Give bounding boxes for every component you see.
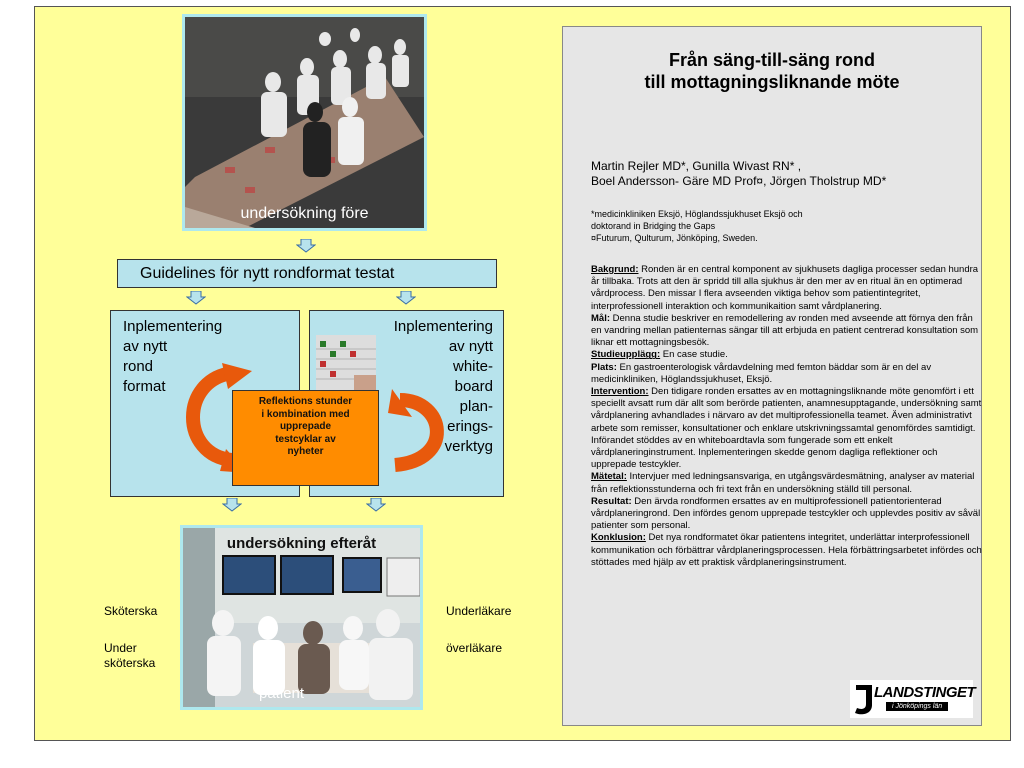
label-skoterska: Sköterska [104,604,158,618]
label-under: Under [104,641,137,655]
arrow-down-icon [296,239,316,253]
arrow-down-icon [396,291,416,305]
bottom-photo-title: undersökning efteråt [226,535,377,552]
arrow-down-icon [186,291,206,305]
landstinget-j-icon [852,681,876,717]
studie-label: Studieupplägg: [591,349,661,361]
left-box-text: Inplementering av nytt rond format [123,318,223,395]
figurines-image [185,17,424,228]
right-box-text: Inplementering av nytt white- board plan- erings- verktyg [393,318,493,455]
label-overlakare: överläkare [446,641,503,655]
resultat-label: Resultat: [591,495,632,507]
reflection-text: Reflektions stunder i kombination med upprepade testcyklar av nyheter [258,396,353,457]
konklusion-label: Konklusion: [591,532,646,544]
arrow-down-icon [222,498,242,512]
plats-label: Plats: [591,361,617,373]
bakgrund-label: Bakgrund: [591,264,639,275]
bottom-photo [180,525,423,710]
affiliations: *medicinkliniken Eksjö, Höglandssjukhuset Eksjö och doktorand in Bridging the Gaps ¤Futurum, Qulturum, Jönköping, Sweden. [591,209,803,243]
label-underskoterska: sköterska [104,656,156,670]
intervention-label: Intervention: [591,386,649,398]
top-photo-caption: undersökning före [240,205,369,222]
authors: Martin Rejler MD*, Gunilla Wivast RN* , Boel Andersson- Gäre MD Prof¤, Jörgen Tholstrup MD* [591,159,887,188]
reflection-box [232,390,379,486]
mal-label: Mål: [591,312,610,324]
top-photo [182,14,427,231]
panel-title: Från säng-till-säng rond till mottagningsliknande möte [644,50,900,92]
guidelines-box [117,259,497,288]
logo-text: LANDSTINGET [874,684,976,701]
abstract-panel [562,26,982,726]
patient-label: patient [259,685,305,702]
label-underlakare: Underläkare [446,604,512,618]
landstinget-logo [850,680,976,718]
meeting-image [183,528,420,707]
abstract-text: Bakgrund: Ronden är en central komponent av sjukhusets dagliga processer sedan hundra år tillbaka. Trots att den är spridd till alla sjukhus är den mer av en ritual än en optimerad vårdprocess. Den missar I flera avseenden viktiga behov som patientintegritet, interprofessionell interaktion och kommunikaition samt vårdplanering. Mål: Denna studie beskriver en remodellering av ronden med avseende att förnya den från en vandring mellan patienternas sängar till att erbjuda en patient centrerad konsultation som liknar ett mottagningsbesök. Studieupplägg: En case studie. Plats: En gastroenterologisk vårdavdelning med femton bäddar som är en del av medicinkliniken, Höglandssjukhuset, Eksjö. Intervention: Den tidigare ronden ersattes av en mottagningsliknande möte genomfört i ett speciellt avsatt rum där allt som berörde patienten, anamnesupptagande, undersökning samt vårdplanering avhandlades i närvaro av det multiprofessionella teamet. Även administrativt arbete som remisser, konsultationer och enklare utskrivningssamtal genomfördes samtidigt. Införandet stöddes av en whiteboardtavla som fungerade som ett enkelt vårdplaneringinstrument. Inplementeringen skedde genom dagliga reflektioner och upprepade testcykler. Mätetal: Intervjuer med ledningsansvariga, en utgångsvärdesmätning, analyser av material från reflektionsstunderna och fri text från en undersökning ställd till personal. Resultat: Den ärvda rondformen ersattes av en multiprofessionell patientorienterad vårdplaneringrond. Den infördes genom upprepade testcykler och upplevdes positiv av såväl patienter som personal. Konklusion: Det nya rondformatet ökar patientens integritet, underlättar interprofessionell kommunikation och förbättrar vårdplaneringsprocessen. Hela förbättringsarbetet infördes och stöttades med hjälp av ett praktisk vårdplaneringsinstrument. [591,264,982,568]
logo-subtext: i Jönköpings län [886,702,948,711]
arrow-down-icon [366,498,386,512]
matetal-label: Mätetal: [591,471,627,483]
left-curved-arrow-icon [193,373,232,460]
guidelines-text: Guidelines för nytt rondformat testat [140,265,395,282]
